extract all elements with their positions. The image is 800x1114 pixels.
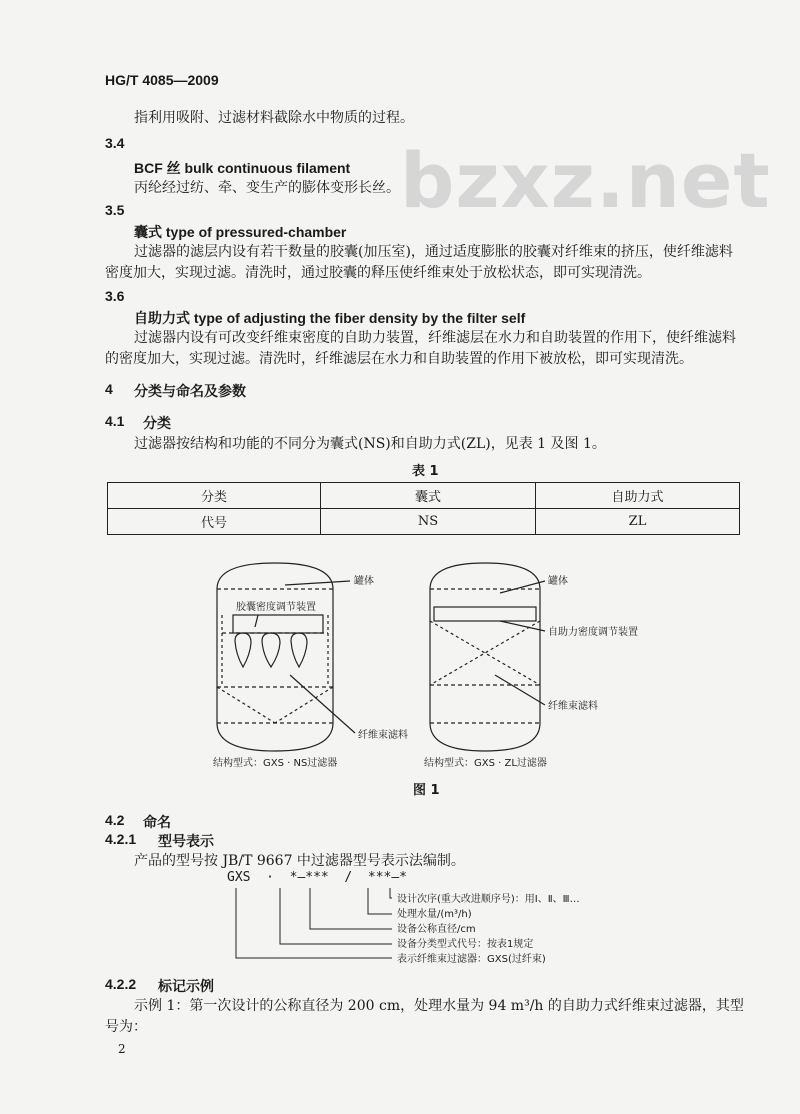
example-text-1: 示例 1：第一次设计的公称直径为 200 cm，处理水量为 94 m³/h 的自助力式纤维束过滤器，其型 (134, 998, 744, 1014)
section-3-5-text-1: 过滤器的滤层内设有若干数量的胶囊(加压室)，通过适度膨胀的胶囊对纤维束的挤压，使纤维滤料 (134, 244, 733, 260)
right-fiber-label: 纤维束滤料 (548, 701, 598, 712)
model-label: 设计次序(重大改进顺序号)：用Ⅰ、Ⅱ、Ⅲ… (397, 894, 580, 905)
leader-line (280, 888, 392, 944)
leader-line (290, 675, 355, 733)
leader-line (390, 888, 392, 898)
leader-line (236, 888, 392, 958)
model-code: GXS · *—*** / ***—* (227, 870, 408, 885)
leader-line (255, 615, 258, 627)
table-cell: 分类 (108, 483, 321, 509)
model-label: 表示纤维束过滤器：GXS(过纤束) (397, 954, 546, 965)
table-cell: NS (321, 509, 536, 535)
capsule-shape (291, 633, 307, 667)
leader-line (368, 888, 392, 914)
leader-line (310, 888, 392, 929)
section-3-6-title: 自助力式 type of adjusting the fiber density by the filter self (134, 310, 526, 326)
example-text-2: 号为： (105, 1019, 147, 1035)
capsule-frame (233, 615, 323, 633)
table-row (108, 509, 740, 535)
table-cell: ZL (536, 509, 740, 535)
leader-line (285, 581, 350, 585)
right-tank-label: 罐体 (548, 576, 568, 587)
model-label: 设备分类型式代号：按表1规定 (397, 939, 534, 950)
table-cell: 囊式 (321, 483, 536, 509)
page-number: 2 (118, 1042, 126, 1056)
left-cross-dash (217, 687, 275, 723)
model-label: 处理水量/(m³/h) (397, 909, 472, 920)
section-4-title: 分类与命名及参数 (134, 383, 246, 399)
definition-line: 指利用吸附、过滤材料截除水中物质的过程。 (134, 110, 414, 126)
section-3-6-text-2: 的密度加大，实现过滤。清洗时，纤维滤层在水力和自助装置的作用下被放松，即可实现清洗。 (105, 351, 693, 367)
figure-1-diagram (0, 555, 800, 775)
classification-table (107, 482, 740, 535)
section-3-5-text-2: 密度加大，实现过滤。清洗时，通过胶囊的释压使纤维束处于放松状态，即可实现清洗。 (105, 265, 651, 281)
section-4-2-number: 4.2 (105, 812, 125, 828)
section-3-5-number: 3.5 (105, 202, 125, 218)
left-tank-label: 罐体 (354, 576, 374, 587)
leader-line (495, 675, 545, 705)
section-3-5-title: 囊式 type of pressured-chamber (134, 224, 347, 240)
model-labels (397, 892, 580, 967)
section-4-1-title: 分类 (143, 415, 171, 431)
section-3-4-number: 3.4 (105, 135, 125, 151)
left-caption: 结构型式：GXS · NS过滤器 (213, 758, 338, 769)
section-4-2-2-number: 4.2.2 (105, 976, 137, 992)
section-3-4-title: BCF 丝 bulk continuous filament (134, 160, 351, 176)
table-1-caption: 表 1 (412, 464, 439, 479)
left-fiber-label: 纤维束滤料 (358, 730, 408, 741)
section-4-1-number: 4.1 (105, 413, 125, 429)
table-cell: 代号 (108, 509, 321, 535)
section-4-2-title: 命名 (143, 814, 171, 830)
section-4-1-text: 过滤器按结构和功能的不同分为囊式(NS)和自助力式(ZL)，见表 1 及图 1。 (134, 436, 606, 452)
table-cell: 自助力式 (536, 483, 740, 509)
table-row (108, 483, 740, 509)
section-3-6-text-1: 过滤器内设有可改变纤维束密度的自助力装置，纤维滤层在水力和自助装置的作用下，使纤维滤料 (134, 330, 736, 346)
right-caption: 结构型式：GXS · ZL过滤器 (424, 758, 547, 769)
model-label: 设备公称直径/cm (397, 924, 476, 935)
left-capsule-label: 胶囊密度调节装置 (236, 602, 316, 613)
capsule-shape (235, 633, 251, 667)
section-3-4-text: 丙纶经过纺、牵、变生产的膨体变形长丝。 (134, 180, 400, 196)
section-4-2-1-text: 产品的型号按 JB/T 9667 中过滤器型号表示法编制。 (134, 853, 465, 869)
document-header: HG/T 4085—2009 (105, 72, 219, 88)
section-4-2-2-title: 标记示例 (158, 978, 214, 994)
watermark: bzxz.net (400, 136, 771, 225)
leader-line (500, 581, 545, 593)
section-3-6-number: 3.6 (105, 288, 125, 304)
section-4-2-1-title: 型号表示 (158, 833, 214, 849)
section-4-2-1-number: 4.2.1 (105, 831, 137, 847)
figure-1-caption: 图 1 (413, 783, 440, 798)
right-device-label: 自助力密度调节装置 (548, 627, 638, 638)
capsule-shape (262, 633, 280, 667)
density-device (434, 607, 536, 621)
section-4-number: 4 (105, 381, 113, 397)
